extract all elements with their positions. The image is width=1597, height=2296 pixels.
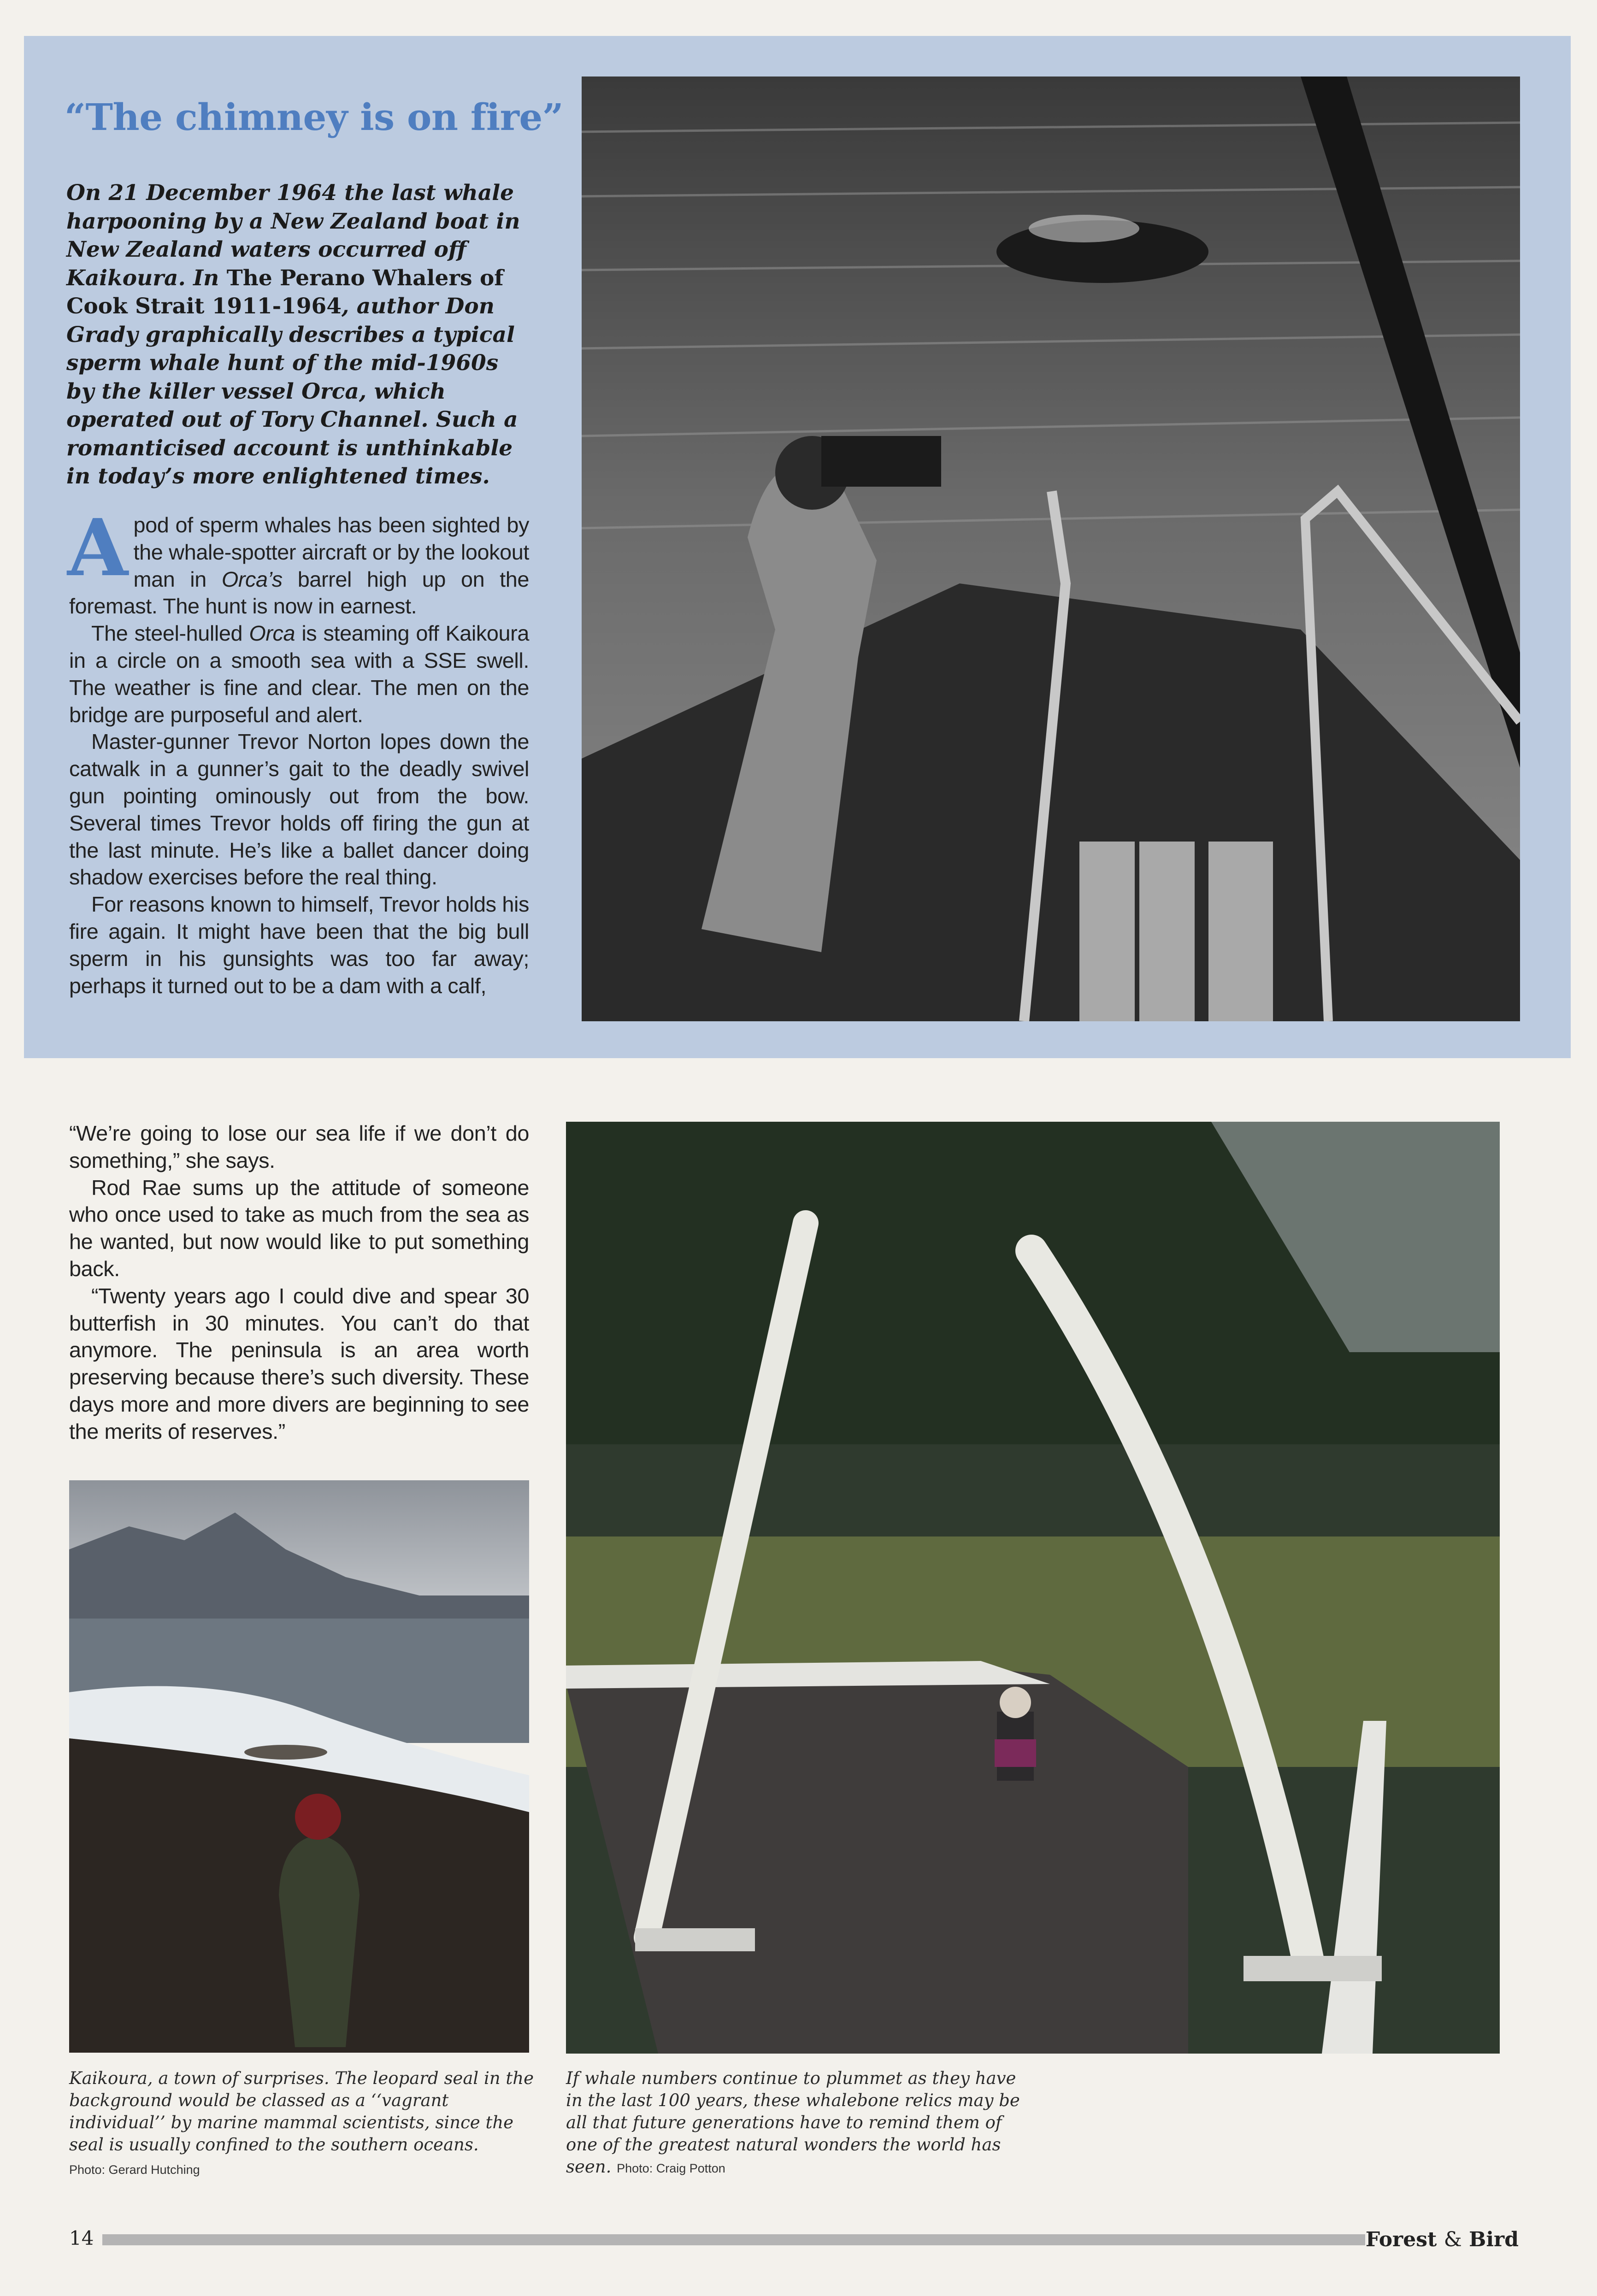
photo-credit-right: Photo: Craig Potton [617,2161,725,2175]
intro-part-1: On 21 December 1964 the last whale harpooning by a New Zealand boat in New Zealand waters occurred off Kaikoura. In [66,180,520,291]
caption-left [69,2067,535,2181]
footer-rule [102,2234,1365,2245]
paragraph-3: Master-gunner Trevor Norton lopes down the catwalk in a gunner’s gait to the deadly swivel gun pointing ominously out from the bow. Several times Trevor holds off firing the gun at the last minute. He’s like a ballet dancer doing shadow exercises before the real thing. [69,730,529,889]
intro-part-2: , author Don Grady graphically describes a typical sperm whale hunt of the mid-1960s by the killer vessel Orca, which operated out of Tory Channel. Such a romanticised account is unthinkable in today’s more enlightened times. [66,294,518,489]
page-number: 14 [69,2227,94,2249]
intro-text [66,179,532,491]
page-footer [69,2225,1519,2253]
photo-credit-left: Photo: Gerard Hutching [69,2163,200,2177]
caption-right [566,2067,1027,2179]
magazine-name: Forest & Bird [1365,2228,1519,2251]
paragraph-1: Apod of sperm whales has been sighted by the whale-spotter aircraft or by the lookout man in Orca’s barrel high up on the foremast. The hunt is now in earnest. [67,502,529,618]
whalebone-arch-photo [566,1122,1500,2054]
column-2-paragraph-3: “Twenty years ago I could dive and spear 30 butterfish in 30 minutes. You can’t do that anymore. The peninsula is an area worth preserving because there’s such diversity. These days more and more divers are beginning to see the merits of reserves.” [69,1283,529,1443]
column-2-paragraph-2: Rod Rae sums up the attitude of someone who once used to take as much from the sea as he wanted, but now would like to put something back. [69,1175,529,1281]
paragraph-4: For reasons known to himself, Trevor holds his fire again. It might have been that the big bull sperm in his gunsights was too far away; perhaps it turned out to be a dam with a calf, [69,892,529,998]
article-body [67,502,529,999]
caption-right-text: If whale numbers continue to plummet as they have in the last 100 years, these whalebone relics may be all that future generations have to remind them of one of the greatest natural wonders the world has seen. [566,2068,1020,2177]
column-2-text [69,1120,529,1445]
drop-cap: A [67,502,128,594]
headline: “The chimney is on fire” [65,95,564,139]
paragraph-2: The steel-hulled Orca is steaming off Kaikoura in a circle on a smooth sea with a SSE swell. The weather is fine and clear. The men on the bridge are purposeful and alert. [69,621,529,727]
book-title: The Perano Whalers of Cook Strait 1911-1964 [66,265,504,319]
caption-left-text: Kaikoura, a town of surprises. The leopard seal in the background would be classed as a ‘‘vagrant individual’’ by marine mammal scientists, since the seal is usually confined to the southern oceans. [69,2068,534,2155]
column-2-paragraph-1: “We’re going to lose our sea life if we don’t do something,” she says. [69,1121,529,1172]
whaling-boat-photo [582,77,1520,1021]
kaikoura-beach-photo [69,1480,529,2053]
